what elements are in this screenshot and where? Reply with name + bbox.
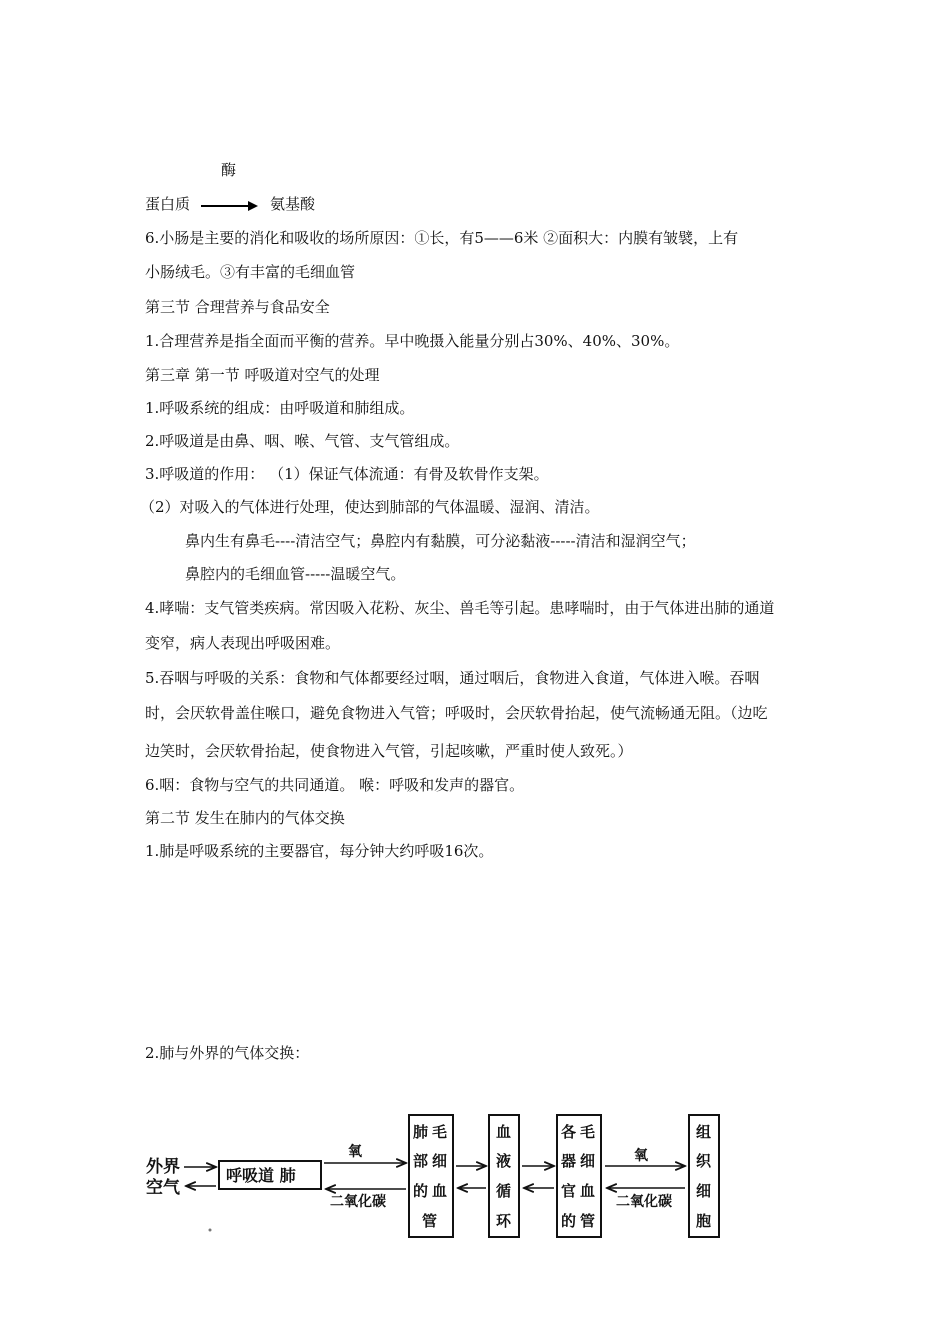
section-heading: 第三节 合理营养与食品安全 — [145, 298, 330, 316]
tissue-cells-char: 胞 — [696, 1212, 712, 1230]
oxygen-label: 氧 — [348, 1144, 362, 1160]
organ-capillary-char: 器 — [561, 1152, 577, 1170]
section-heading: 第二节 发生在肺内的气体交换 — [145, 809, 345, 827]
blood-circulation-char: 环 — [496, 1212, 512, 1230]
enzyme-label: 酶 — [221, 161, 237, 179]
lung-capillary-char: 血 — [432, 1182, 448, 1200]
text-line: （2）对吸入的气体进行处理，使达到肺部的气体温暖、湿润、清洁。 — [140, 498, 600, 516]
outside-air-label: 外界 — [146, 1157, 180, 1177]
blood-circulation-char: 液 — [496, 1152, 512, 1170]
text-line: 6.咽：食物与空气的共同通道。 喉：呼吸和发声的器官。 — [145, 776, 525, 794]
organ-capillary-char: 的 — [561, 1212, 577, 1230]
lung-capillary-char: 细 — [432, 1152, 448, 1170]
text-line: 5.吞咽与呼吸的关系：食物和气体都要经过咽，通过咽后，食物进入食道，气体进入喉。吞咽 — [145, 669, 760, 687]
text-line: 变窄，病人表现出呼吸困难。 — [145, 634, 341, 652]
organ-capillary-char: 各 — [561, 1123, 577, 1141]
organ-capillary-char: 细 — [580, 1152, 596, 1170]
organ-capillary-char: 官 — [561, 1182, 577, 1200]
lung-capillary-char: 管 — [422, 1212, 438, 1230]
co2-label: 二氧化碳 — [616, 1194, 672, 1210]
text-line: 6.小肠是主要的消化和吸收的场所原因：①长，有5——6米 ②面积大：内膜有皱襞，上有 — [145, 229, 739, 247]
text-line: 1.合理营养是指全面而平衡的营养。早中晚摄入能量分别占30%、40%、30%。 — [145, 332, 680, 350]
protein-label: 蛋白质 — [145, 195, 191, 213]
tissue-cells-char: 组 — [696, 1123, 712, 1141]
oxygen-label: 氧 — [634, 1148, 648, 1164]
text-line: 1.肺是呼吸系统的主要器官，每分钟大约呼吸16次。 — [145, 842, 494, 860]
text-line: 鼻腔内的毛细血管-----温暖空气。 — [185, 565, 406, 583]
text-line: 2.呼吸道是由鼻、咽、喉、气管、支气管组成。 — [145, 432, 460, 450]
text-line: 鼻内生有鼻毛----清洁空气；鼻腔内有黏膜，可分泌黏液-----清洁和湿润空气； — [185, 532, 696, 550]
text-line: 边笑时，会厌软骨抬起，使食物进入气管，引起咳嗽，严重时使人致死。） — [145, 742, 633, 760]
blood-circulation-char: 循 — [496, 1182, 512, 1200]
organ-capillary-char: 血 — [580, 1182, 596, 1200]
stray-dot — [209, 1229, 212, 1232]
text-line: 3.呼吸道的作用： （1）保证气体流通：有骨及软骨作支架。 — [145, 465, 549, 483]
airway-label: 呼吸道 肺 — [226, 1166, 296, 1185]
text-line: 1.呼吸系统的组成：由呼吸道和肺组成。 — [145, 399, 415, 417]
outside-air-label: 空气 — [146, 1178, 180, 1198]
gas-exchange-diagram — [140, 1110, 730, 1245]
tissue-cells-char: 织 — [696, 1152, 712, 1170]
text-line: 小肠绒毛。③有丰富的毛细血管 — [145, 263, 356, 281]
lung-capillary-char: 肺 — [413, 1123, 429, 1141]
lung-capillary-char: 的 — [413, 1182, 429, 1200]
organ-capillary-char: 管 — [580, 1212, 596, 1230]
organ-capillary-char: 毛 — [580, 1123, 596, 1141]
tissue-cells-char: 细 — [696, 1182, 712, 1200]
co2-label: 二氧化碳 — [330, 1194, 386, 1210]
text-line: 4.哮喘：支气管类疾病。常因吸入花粉、灰尘、兽毛等引起。患哮喘时，由于气体进出肺的通道 — [145, 599, 775, 617]
amino-acid-label: 氨基酸 — [270, 195, 316, 213]
blood-circulation-char: 血 — [496, 1123, 512, 1141]
lung-capillary-char: 毛 — [432, 1123, 448, 1141]
chapter-heading: 第三章 第一节 呼吸道对空气的处理 — [145, 366, 380, 384]
reaction-arrow-line — [201, 205, 249, 207]
reaction-arrow-head-icon — [248, 201, 258, 211]
lung-capillary-char: 部 — [413, 1152, 429, 1170]
text-line: 时，会厌软骨盖住喉口，避免食物进入气管；呼吸时，会厌软骨抬起，使气流畅通无阻。（边吃 — [145, 704, 768, 722]
text-line: 2.肺与外界的气体交换： — [145, 1044, 310, 1062]
